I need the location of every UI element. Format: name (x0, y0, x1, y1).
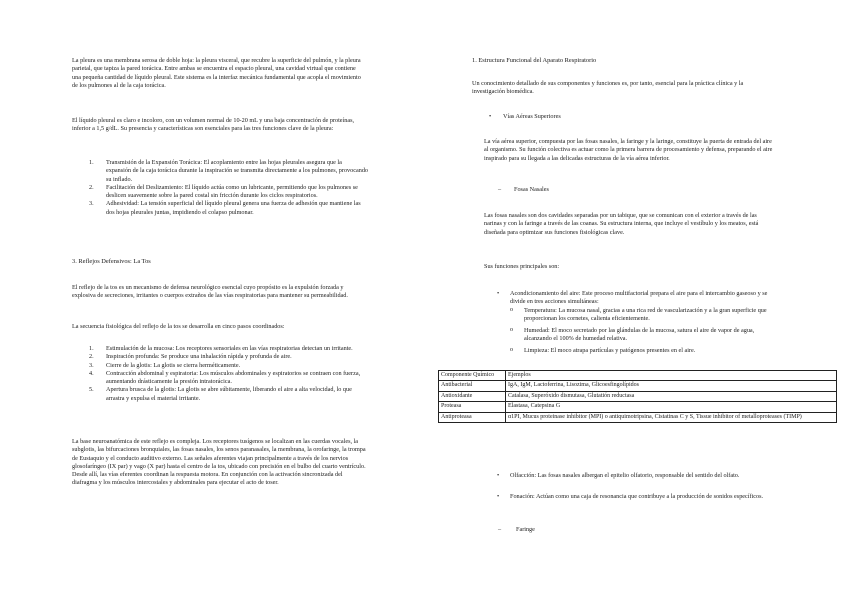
phonation-item: Fonación: Actúan como una caja de resonancia que contribuye a la producción de sonidos específicos. (510, 493, 764, 500)
table-header-cell: Componente Químico (439, 371, 506, 381)
cough-sequence-intro: La secuencia fisiológica del reflejo de la tos se desarrolla en cinco pasos coordinados: (72, 323, 285, 330)
circle-bullet-icon: o (510, 307, 513, 313)
table-cell: Proteasa (439, 402, 506, 412)
upper-airway-paragraph: La vía aérea superior, compuesta por las fosas nasales, la faringe y la laringe, constituye la puerta de entrada del aire al organismo. Su función colectiva es actuar como la primera barrera de procesamiento y defensa, preparando el aire inspirado para su llegada a las delicadas estructuras de la vía aérea inferior. (484, 138, 773, 162)
table-row (439, 391, 837, 401)
table-cell: α1PI, Mucus proteinase inhibitor (MPI) o antiquimotripsina, Cistatinas C y S, Tissue inhibitor of metalloproteases (TIMP) (506, 412, 837, 422)
bullet-icon: • (489, 113, 492, 120)
section-heading-structure: 1. Estructura Funcional del Aparato Respiratorio (472, 57, 597, 64)
neuroanatomy-paragraph: La base neuroanatómica de este reflejo es compleja. Los receptores tusígenos se localizan en las cuerdas vocales, la subglotis, las bifurcaciones bronquiales, las fosas nasales, los senos paranasales, la membrana, la orofaringe, la trompa de Eustaquio y el conducto auditivo externo. Las señales aferentes viajan principalmente a través de los nervios glosofaríngeo (IX par) y vago (X par) hasta el centro de la tos, ubicado con precisión en el bulbo del cuarto ventrículo. Desde allí, las vías eferentes coordinan la respuesta motora. En conjunción con la activación sincronizada del diafragma y los músculos intercostales y abdominales para ejecutar el acto de toser. (72, 438, 366, 487)
table-cell: IgA, IgM, Lactoferrina, Lisozima, Glicoesfingolípidos (506, 381, 837, 391)
temperature-item: Temperatura: La mucosa nasal, gracias a una rica red de vascularización y a la gran superficie que proporcionan los cornetes, calienta eficientemente. (524, 307, 767, 323)
pleural-fluid-paragraph: El líquido pleural es claro e incoloro, con un volumen normal de 10-20 mL y una baja concentración de proteínas, inferior a 1,5 g/dL. Su presencia y características son esenciales para las tres funciones clave de la pleura: (72, 117, 355, 133)
table-header-cell: Ejemplos (506, 371, 837, 381)
main-functions-intro: Sus funciones principales son: (484, 263, 560, 270)
pleura-functions-list (89, 159, 369, 217)
table-row (439, 381, 837, 391)
list-item: 3. Cierre de la glotis: La glotis se cierra herméticamente. (89, 361, 241, 369)
dash-icon: – (498, 526, 502, 533)
air-conditioning-item: Acondicionamiento del aire: Este proceso multifactorial prepara el aire para el intercambio gaseoso y se divide en tres acciones simultáneas: (510, 290, 768, 306)
dash-icon: – (498, 186, 502, 193)
table-row (439, 402, 837, 412)
subheading-nasal-cavities: Fosas Nasales (514, 186, 549, 193)
table-header-row (439, 371, 837, 381)
bullet-icon: • (497, 493, 500, 500)
list-item: 4. Contracción abdominal y espiratoria: Los músculos abdominales y espiratorios se contraen con fuerza, aumentando drásticamente la presión intratorácica. (89, 369, 361, 386)
bullet-icon: • (497, 290, 500, 297)
circle-bullet-icon: o (510, 347, 513, 353)
table-cell: Antibacterial (439, 381, 506, 391)
cleaning-item: Limpieza: El moco atrapa partículas y patógenos presentes en el aire. (524, 347, 696, 354)
list-item: 1. Transmisión de la Expansión Torácica: El acoplamiento entre las hojas pleurales asegura que la expansión de la caja torácica durante la inspiración se transmita directamente a los pulmones, provocando su inflado. (89, 159, 369, 183)
list-item: 5. Apertura brusca de la glotis: La glotis se abre súbitamente, liberando el aire a alta velocidad, lo que arrastra y expulsa el material irritante. (89, 386, 352, 402)
subheading-upper-airways: Vías Aéreas Superiores (503, 113, 561, 120)
table-cell: Elastasa, Catepsina G (506, 402, 837, 412)
table-cell: Antioxidante (439, 391, 506, 401)
cough-steps-list (89, 345, 368, 403)
olfaction-item: Olfacción: Las fosas nasales albergan el epitelio olfatorio, responsable del sentido del olfato. (510, 472, 740, 479)
table-cell: Catalasa, Superóxido dismutasa, Glutatión reductasa (506, 391, 837, 401)
bullet-icon: • (497, 472, 500, 479)
list-item: 3. Adhesividad: La tensión superficial del líquido pleural genera una fuerza de adhesión que mantiene las dos hojas pleurales juntas, impidiendo el colapso pulmonar. (89, 200, 361, 216)
list-item: 2. Facilitación del Deslizamiento: El líquido actúa como un lubricante, permitiendo que los pulmones se deslicen suavemente sobre la pared costal sin fricción durante los ciclos respiratorios. (89, 183, 358, 200)
pleura-paragraph: La pleura es una membrana serosa de doble hoja: la pleura visceral, que recubre la superficie del pulmón, y la pleura parietal, que tapiza la pared torácica. Entre ambas se encuentra el espacio pleural, una cavidad virtual que contiene una pequeña cantidad de líquido pleural. Este sistema es la interfaz mecánica fundamental que acopla el movimiento de los pulmones al de la caja torácica. (72, 57, 361, 89)
list-item: 2. Inspiración profunda: Se produce una inhalación rápida y profunda de aire. (89, 353, 292, 361)
intro-paragraph: Un conocimiento detallado de sus componentes y funciones es, por tanto, esencial para la práctica clínica y la investigación biomédica. (472, 80, 744, 96)
section-heading-cough: 3. Reflejos Defensivos: La Tos (72, 258, 151, 265)
nasal-cavities-paragraph: Las fosas nasales son dos cavidades separadas por un tabique, que se comunican con el exterior a través de las narinas y con la faringe a través de las coanas. Su estructura interna, que incluye el vestíbulo y los meatos, está diseñada para optimizar sus funciones fisiológicas clave. (484, 212, 759, 236)
table-cell: Antiproteasa (439, 412, 506, 422)
circle-bullet-icon: o (510, 327, 513, 333)
list-item: 1. Estimulación de la mucosa: Los receptores sensoriales en las vías respiratorias detectan un irritante. (89, 345, 353, 352)
table-row (439, 412, 837, 422)
subheading-pharynx: Faringe (516, 526, 535, 533)
cough-reflex-paragraph: El reflejo de la tos es un mecanismo de defensa neurológico esencial cuyo propósito es la expulsión forzada y explosiva de secreciones, irritantes o cuerpos extraños de las vías respiratorias para mantener su permeabilidad. (72, 284, 348, 300)
chemical-components-table (438, 370, 837, 423)
humidity-item: Humedad: El moco secretado por las glándulas de la mucosa, satura el aire de vapor de agua, alcanzando el 100% de humedad relativa. (524, 327, 755, 343)
